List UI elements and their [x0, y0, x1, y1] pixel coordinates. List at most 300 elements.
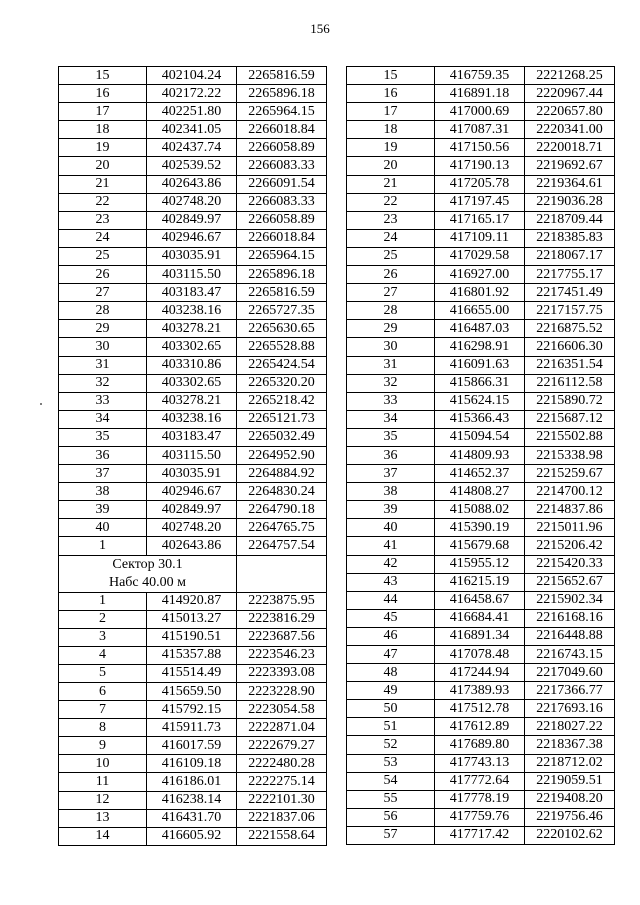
y-coordinate-cell: 2220018.71 — [525, 139, 615, 157]
point-number-cell: 9 — [59, 737, 147, 755]
table-row — [59, 683, 327, 701]
y-coordinate-cell: 2265630.65 — [237, 320, 327, 338]
table-row — [59, 139, 327, 157]
point-number-cell: 25 — [59, 247, 147, 265]
right-coordinate-table — [346, 66, 615, 845]
x-coordinate-cell: 416487.03 — [435, 320, 525, 338]
point-number-cell: 15 — [347, 67, 435, 85]
point-number-cell: 15 — [59, 67, 147, 85]
y-coordinate-cell: 2265964.15 — [237, 247, 327, 265]
x-coordinate-cell: 415190.51 — [147, 628, 237, 646]
point-number-cell: 16 — [59, 85, 147, 103]
point-number-cell: 27 — [347, 284, 435, 302]
point-number-cell: 38 — [59, 483, 147, 501]
table-row — [59, 320, 327, 338]
point-number-cell: 17 — [347, 103, 435, 121]
point-number-cell: 34 — [347, 410, 435, 428]
table-row — [347, 682, 615, 700]
table-row — [59, 791, 327, 809]
x-coordinate-cell: 417205.78 — [435, 175, 525, 193]
y-coordinate-cell: 2214837.86 — [525, 501, 615, 519]
table-row — [59, 85, 327, 103]
y-coordinate-cell: 2220657.80 — [525, 103, 615, 121]
y-coordinate-cell: 2223393.08 — [237, 664, 327, 682]
point-number-cell: 1 — [59, 537, 147, 555]
y-coordinate-cell: 2214700.12 — [525, 483, 615, 501]
x-coordinate-cell: 416759.35 — [435, 67, 525, 85]
y-coordinate-cell: 2220341.00 — [525, 121, 615, 139]
x-coordinate-cell: 416927.00 — [435, 266, 525, 284]
x-coordinate-cell: 403302.65 — [147, 374, 237, 392]
x-coordinate-cell: 414652.37 — [435, 465, 525, 483]
point-number-cell: 52 — [347, 736, 435, 754]
y-coordinate-cell: 2221558.64 — [237, 827, 327, 845]
x-coordinate-cell: 415911.73 — [147, 719, 237, 737]
y-coordinate-cell: 2266058.89 — [237, 139, 327, 157]
table-row — [59, 193, 327, 211]
table-row — [347, 646, 615, 664]
point-number-cell: 28 — [347, 302, 435, 320]
x-coordinate-cell: 416801.92 — [435, 284, 525, 302]
y-coordinate-cell: 2265424.54 — [237, 356, 327, 374]
point-number-cell: 3 — [59, 628, 147, 646]
table-row — [347, 410, 615, 428]
y-coordinate-cell: 2222101.30 — [237, 791, 327, 809]
table-row — [347, 121, 615, 139]
x-coordinate-cell: 415094.54 — [435, 428, 525, 446]
y-coordinate-cell: 2218712.02 — [525, 754, 615, 772]
x-coordinate-cell: 416684.41 — [435, 609, 525, 627]
table-row — [59, 755, 327, 773]
y-coordinate-cell: 2264884.92 — [237, 465, 327, 483]
x-coordinate-cell: 402643.86 — [147, 537, 237, 555]
table-row — [347, 465, 615, 483]
point-number-cell: 39 — [59, 501, 147, 519]
x-coordinate-cell: 402437.74 — [147, 139, 237, 157]
point-number-cell: 10 — [59, 755, 147, 773]
point-number-cell: 13 — [59, 809, 147, 827]
point-number-cell: 5 — [59, 664, 147, 682]
point-number-cell: 30 — [347, 338, 435, 356]
point-number-cell: 53 — [347, 754, 435, 772]
y-coordinate-cell: 2223546.23 — [237, 646, 327, 664]
point-number-cell: 43 — [347, 573, 435, 591]
table-row — [347, 609, 615, 627]
table-row — [59, 247, 327, 265]
table-row — [59, 719, 327, 737]
y-coordinate-cell: 2215420.33 — [525, 555, 615, 573]
table-row — [347, 266, 615, 284]
table-row — [59, 428, 327, 446]
table-row — [347, 247, 615, 265]
y-coordinate-cell: 2223228.90 — [237, 683, 327, 701]
y-coordinate-cell: 2220967.44 — [525, 85, 615, 103]
point-number-cell: 26 — [59, 266, 147, 284]
x-coordinate-cell: 417717.42 — [435, 826, 525, 844]
y-coordinate-cell: 2264757.54 — [237, 537, 327, 555]
table-row — [59, 465, 327, 483]
point-number-cell: 21 — [347, 175, 435, 193]
table-row — [347, 175, 615, 193]
x-coordinate-cell: 414808.27 — [435, 483, 525, 501]
table-row — [347, 483, 615, 501]
y-coordinate-cell: 2218367.38 — [525, 736, 615, 754]
x-coordinate-cell: 402539.52 — [147, 157, 237, 175]
point-number-cell: 7 — [59, 701, 147, 719]
x-coordinate-cell: 417000.69 — [435, 103, 525, 121]
x-coordinate-cell: 402849.97 — [147, 211, 237, 229]
y-coordinate-cell: 2223875.95 — [237, 592, 327, 610]
y-coordinate-cell: 2264790.18 — [237, 501, 327, 519]
x-coordinate-cell: 417244.94 — [435, 664, 525, 682]
table-row — [347, 754, 615, 772]
x-coordinate-cell: 415624.15 — [435, 392, 525, 410]
x-coordinate-cell: 416017.59 — [147, 737, 237, 755]
table-row — [347, 501, 615, 519]
y-coordinate-cell: 2215338.98 — [525, 446, 615, 464]
point-number-cell: 17 — [59, 103, 147, 121]
x-coordinate-cell: 416298.91 — [435, 338, 525, 356]
table-row — [59, 356, 327, 374]
empty-header-cell — [237, 555, 327, 592]
table-row — [59, 211, 327, 229]
y-coordinate-cell: 2216606.30 — [525, 338, 615, 356]
table-row — [59, 610, 327, 628]
y-coordinate-cell: 2215502.88 — [525, 428, 615, 446]
y-coordinate-cell: 2265816.59 — [237, 67, 327, 85]
point-number-cell: 40 — [59, 519, 147, 537]
y-coordinate-cell: 2215259.67 — [525, 465, 615, 483]
y-coordinate-cell: 2215890.72 — [525, 392, 615, 410]
table-row — [59, 737, 327, 755]
point-number-cell: 55 — [347, 790, 435, 808]
x-coordinate-cell: 402172.22 — [147, 85, 237, 103]
point-number-cell: 18 — [347, 121, 435, 139]
point-number-cell: 18 — [59, 121, 147, 139]
x-coordinate-cell: 416605.92 — [147, 827, 237, 845]
point-number-cell: 33 — [347, 392, 435, 410]
x-coordinate-cell: 416091.63 — [435, 356, 525, 374]
table-row — [59, 175, 327, 193]
x-coordinate-cell: 402643.86 — [147, 175, 237, 193]
y-coordinate-cell: 2217755.17 — [525, 266, 615, 284]
table-row — [59, 410, 327, 428]
table-row — [347, 772, 615, 790]
x-coordinate-cell: 415088.02 — [435, 501, 525, 519]
x-coordinate-cell: 402748.20 — [147, 193, 237, 211]
point-number-cell: 31 — [347, 356, 435, 374]
table-row — [347, 193, 615, 211]
table-row — [347, 85, 615, 103]
point-number-cell: 11 — [59, 773, 147, 791]
scan-speck — [40, 403, 42, 405]
y-coordinate-cell: 2266091.54 — [237, 175, 327, 193]
x-coordinate-cell: 403115.50 — [147, 266, 237, 284]
y-coordinate-cell: 2219364.61 — [525, 175, 615, 193]
point-number-cell: 19 — [59, 139, 147, 157]
x-coordinate-cell: 417389.93 — [435, 682, 525, 700]
point-number-cell: 36 — [347, 446, 435, 464]
point-number-cell: 8 — [59, 719, 147, 737]
point-number-cell: 1 — [59, 592, 147, 610]
table-row — [347, 211, 615, 229]
x-coordinate-cell: 414920.87 — [147, 592, 237, 610]
point-number-cell: 21 — [59, 175, 147, 193]
point-number-cell: 36 — [59, 446, 147, 464]
table-row — [59, 827, 327, 845]
point-number-cell: 42 — [347, 555, 435, 573]
x-coordinate-cell: 417029.58 — [435, 247, 525, 265]
point-number-cell: 29 — [347, 320, 435, 338]
x-coordinate-cell: 417078.48 — [435, 646, 525, 664]
y-coordinate-cell: 2215902.34 — [525, 591, 615, 609]
sector-header — [59, 555, 237, 592]
x-coordinate-cell: 403183.47 — [147, 284, 237, 302]
x-coordinate-cell: 417512.78 — [435, 700, 525, 718]
x-coordinate-cell: 402104.24 — [147, 67, 237, 85]
x-coordinate-cell: 403278.21 — [147, 392, 237, 410]
x-coordinate-cell: 417087.31 — [435, 121, 525, 139]
point-number-cell: 20 — [347, 157, 435, 175]
point-number-cell: 22 — [347, 193, 435, 211]
y-coordinate-cell: 2265032.49 — [237, 428, 327, 446]
x-coordinate-cell: 403183.47 — [147, 428, 237, 446]
point-number-cell: 45 — [347, 609, 435, 627]
x-coordinate-cell: 417109.11 — [435, 229, 525, 247]
x-coordinate-cell: 415514.49 — [147, 664, 237, 682]
table-row — [59, 266, 327, 284]
table-row — [347, 139, 615, 157]
y-coordinate-cell: 2265528.88 — [237, 338, 327, 356]
y-coordinate-cell: 2265964.15 — [237, 103, 327, 121]
y-coordinate-cell: 2222275.14 — [237, 773, 327, 791]
table-row — [347, 573, 615, 591]
table-row — [347, 555, 615, 573]
point-number-cell: 32 — [59, 374, 147, 392]
y-coordinate-cell: 2216168.16 — [525, 609, 615, 627]
table-row — [347, 320, 615, 338]
x-coordinate-cell: 403302.65 — [147, 338, 237, 356]
point-number-cell: 30 — [59, 338, 147, 356]
x-coordinate-cell: 417778.19 — [435, 790, 525, 808]
x-coordinate-cell: 403035.91 — [147, 465, 237, 483]
table-row — [347, 736, 615, 754]
point-number-cell: 24 — [347, 229, 435, 247]
table-row — [59, 646, 327, 664]
point-number-cell: 28 — [59, 302, 147, 320]
y-coordinate-cell: 2221268.25 — [525, 67, 615, 85]
table-row — [347, 627, 615, 645]
point-number-cell: 16 — [347, 85, 435, 103]
y-coordinate-cell: 2215687.12 — [525, 410, 615, 428]
x-coordinate-cell: 403035.91 — [147, 247, 237, 265]
y-coordinate-cell: 2215206.42 — [525, 537, 615, 555]
y-coordinate-cell: 2219036.28 — [525, 193, 615, 211]
x-coordinate-cell: 402946.67 — [147, 229, 237, 247]
x-coordinate-cell: 415866.31 — [435, 374, 525, 392]
y-coordinate-cell: 2266018.84 — [237, 121, 327, 139]
table-row — [59, 483, 327, 501]
x-coordinate-cell: 403238.16 — [147, 302, 237, 320]
table-row — [59, 501, 327, 519]
y-coordinate-cell: 2215011.96 — [525, 519, 615, 537]
point-number-cell: 48 — [347, 664, 435, 682]
x-coordinate-cell: 403278.21 — [147, 320, 237, 338]
y-coordinate-cell: 2265896.18 — [237, 85, 327, 103]
table-row — [347, 700, 615, 718]
point-number-cell: 33 — [59, 392, 147, 410]
left-coordinate-table — [58, 66, 327, 846]
point-number-cell: 50 — [347, 700, 435, 718]
x-coordinate-cell: 415390.19 — [435, 519, 525, 537]
y-coordinate-cell: 2217157.75 — [525, 302, 615, 320]
x-coordinate-cell: 415792.15 — [147, 701, 237, 719]
x-coordinate-cell: 417190.13 — [435, 157, 525, 175]
table-row — [59, 446, 327, 464]
y-coordinate-cell: 2264830.24 — [237, 483, 327, 501]
y-coordinate-cell: 2219692.67 — [525, 157, 615, 175]
x-coordinate-cell: 402251.80 — [147, 103, 237, 121]
point-number-cell: 35 — [347, 428, 435, 446]
y-coordinate-cell: 2222871.04 — [237, 719, 327, 737]
point-number-cell: 40 — [347, 519, 435, 537]
x-coordinate-cell: 402849.97 — [147, 501, 237, 519]
point-number-cell: 54 — [347, 772, 435, 790]
x-coordinate-cell: 416891.18 — [435, 85, 525, 103]
x-coordinate-cell: 402748.20 — [147, 519, 237, 537]
table-row — [59, 157, 327, 175]
x-coordinate-cell: 417772.64 — [435, 772, 525, 790]
y-coordinate-cell: 2265896.18 — [237, 266, 327, 284]
point-number-cell: 23 — [347, 211, 435, 229]
table-row — [59, 121, 327, 139]
x-coordinate-cell: 403310.86 — [147, 356, 237, 374]
y-coordinate-cell: 2264765.75 — [237, 519, 327, 537]
point-number-cell: 41 — [347, 537, 435, 555]
x-coordinate-cell: 417759.76 — [435, 808, 525, 826]
table-row — [347, 718, 615, 736]
y-coordinate-cell: 2265121.73 — [237, 410, 327, 428]
table-row — [347, 519, 615, 537]
table-row — [59, 229, 327, 247]
x-coordinate-cell: 402341.05 — [147, 121, 237, 139]
point-number-cell: 37 — [59, 465, 147, 483]
point-number-cell: 19 — [347, 139, 435, 157]
table-row — [59, 284, 327, 302]
table-row — [59, 809, 327, 827]
y-coordinate-cell: 2217049.60 — [525, 664, 615, 682]
table-row — [59, 374, 327, 392]
x-coordinate-cell: 415679.68 — [435, 537, 525, 555]
table-row — [347, 356, 615, 374]
x-coordinate-cell: 416109.18 — [147, 755, 237, 773]
point-number-cell: 51 — [347, 718, 435, 736]
table-row — [59, 664, 327, 682]
y-coordinate-cell: 2219756.46 — [525, 808, 615, 826]
table-row — [59, 701, 327, 719]
table-row — [347, 302, 615, 320]
y-coordinate-cell: 2216112.58 — [525, 374, 615, 392]
page-number: 156 — [310, 21, 330, 36]
y-coordinate-cell: 2222679.27 — [237, 737, 327, 755]
x-coordinate-cell: 417743.13 — [435, 754, 525, 772]
table-row — [59, 537, 327, 555]
y-coordinate-cell: 2219059.51 — [525, 772, 615, 790]
table-row — [59, 519, 327, 537]
point-number-cell: 23 — [59, 211, 147, 229]
table-row — [347, 392, 615, 410]
x-coordinate-cell: 416215.19 — [435, 573, 525, 591]
table-row — [347, 229, 615, 247]
y-coordinate-cell: 2222480.28 — [237, 755, 327, 773]
point-number-cell: 12 — [59, 791, 147, 809]
table-row — [347, 446, 615, 464]
y-coordinate-cell: 2217693.16 — [525, 700, 615, 718]
y-coordinate-cell: 2217366.77 — [525, 682, 615, 700]
table-row — [59, 592, 327, 610]
y-coordinate-cell: 2223687.56 — [237, 628, 327, 646]
point-number-cell: 2 — [59, 610, 147, 628]
table-row — [59, 103, 327, 121]
sector-subtitle: Набс 40.00 м — [108, 574, 187, 590]
point-number-cell: 31 — [59, 356, 147, 374]
y-coordinate-cell: 2223054.58 — [237, 701, 327, 719]
table-row — [347, 374, 615, 392]
y-coordinate-cell: 2216448.88 — [525, 627, 615, 645]
table-row — [59, 628, 327, 646]
x-coordinate-cell: 415659.50 — [147, 683, 237, 701]
y-coordinate-cell: 2265727.35 — [237, 302, 327, 320]
point-number-cell: 57 — [347, 826, 435, 844]
point-number-cell: 20 — [59, 157, 147, 175]
sector-title: Сектор 30.1 — [112, 556, 183, 572]
y-coordinate-cell: 2219408.20 — [525, 790, 615, 808]
table-row — [59, 302, 327, 320]
x-coordinate-cell: 416458.67 — [435, 591, 525, 609]
y-coordinate-cell: 2218709.44 — [525, 211, 615, 229]
y-coordinate-cell: 2217451.49 — [525, 284, 615, 302]
x-coordinate-cell: 416186.01 — [147, 773, 237, 791]
x-coordinate-cell: 414809.93 — [435, 446, 525, 464]
table-row — [347, 67, 615, 85]
x-coordinate-cell: 416431.70 — [147, 809, 237, 827]
point-number-cell: 26 — [347, 266, 435, 284]
table-row — [59, 338, 327, 356]
x-coordinate-cell: 402946.67 — [147, 483, 237, 501]
y-coordinate-cell: 2264952.90 — [237, 446, 327, 464]
table-row — [347, 284, 615, 302]
y-coordinate-cell: 2221837.06 — [237, 809, 327, 827]
point-number-cell: 35 — [59, 428, 147, 446]
table-row — [347, 157, 615, 175]
point-number-cell: 34 — [59, 410, 147, 428]
table-row — [347, 808, 615, 826]
table-row — [347, 338, 615, 356]
point-number-cell: 29 — [59, 320, 147, 338]
x-coordinate-cell: 417689.80 — [435, 736, 525, 754]
point-number-cell: 37 — [347, 465, 435, 483]
point-number-cell: 32 — [347, 374, 435, 392]
y-coordinate-cell: 2266058.89 — [237, 211, 327, 229]
point-number-cell: 24 — [59, 229, 147, 247]
table-row — [347, 664, 615, 682]
y-coordinate-cell: 2266018.84 — [237, 229, 327, 247]
x-coordinate-cell: 415357.88 — [147, 646, 237, 664]
y-coordinate-cell: 2218067.17 — [525, 247, 615, 265]
x-coordinate-cell: 417197.45 — [435, 193, 525, 211]
y-coordinate-cell: 2215652.67 — [525, 573, 615, 591]
point-number-cell: 46 — [347, 627, 435, 645]
